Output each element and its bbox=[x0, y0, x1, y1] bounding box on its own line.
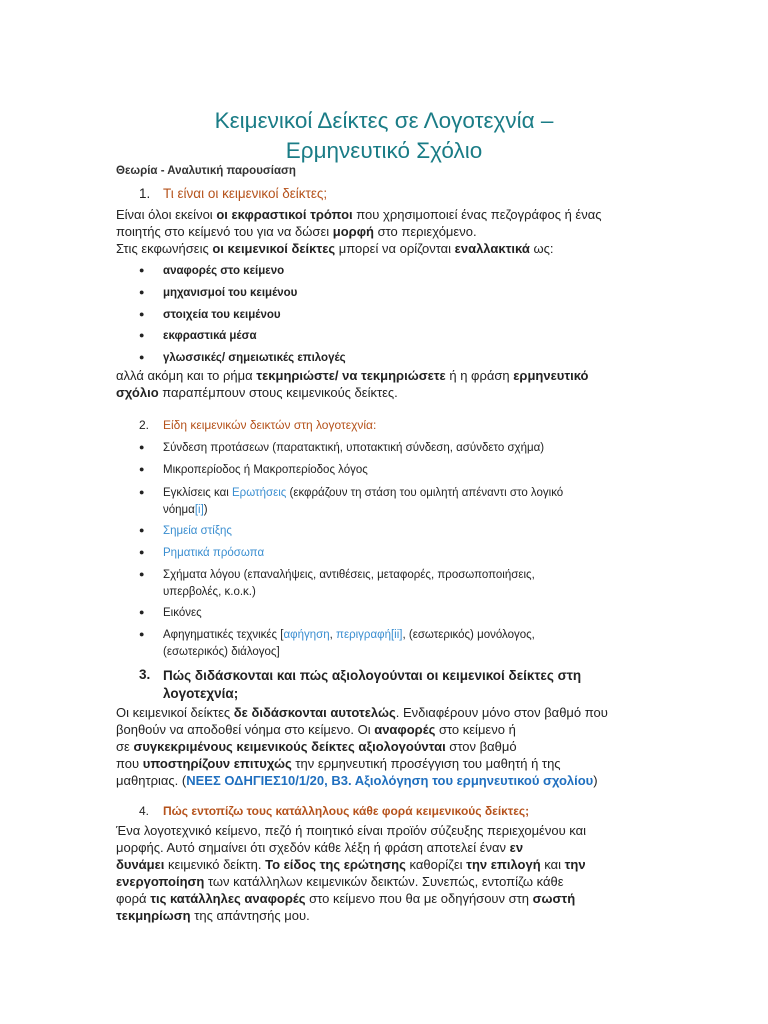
narration-link[interactable]: αφήγηση bbox=[283, 629, 330, 641]
bullet-dot: ● bbox=[139, 607, 145, 617]
bullet-dot: ● bbox=[139, 487, 145, 497]
section3-heading: Πώς διδάσκονται και πώς αξιολογούνται οι κειμενικοί δείκτες στη λογοτεχνία; bbox=[163, 668, 582, 701]
questions-link[interactable]: Ερωτήσεις bbox=[232, 487, 287, 499]
document-title-line1: Κειμενικοί Δείκτες σε Λογοτεχνία – bbox=[214, 108, 554, 133]
bullet-dot: ● bbox=[139, 525, 145, 535]
list-item: εκφραστικά μέσα bbox=[163, 330, 257, 342]
section1-paragraph3: αλλά ακόμη και το ρήμα τεκμηριώστε/ να τεκμηριώσετε ή η φράση ερμηνευτικό σχόλιο παραπέμπουν στους κειμενικούς δείκτες. bbox=[116, 368, 589, 400]
description-link[interactable]: περιγραφή bbox=[336, 629, 391, 641]
section1-number: 1. bbox=[139, 186, 151, 201]
section4-number: 4. bbox=[139, 804, 150, 818]
section1-heading: Τι είναι οι κειμενικοί δείκτες; bbox=[163, 186, 328, 201]
list-item: Σύνδεση προτάσεων (παρατακτική, υποτακτική σύνδεση, ασύνδετο σχήμα) bbox=[163, 442, 545, 454]
bullet-dot: ● bbox=[139, 569, 145, 579]
bullet-dot: ● bbox=[139, 265, 145, 275]
bullet-dot: ● bbox=[139, 629, 145, 639]
section1-paragraph1: Είναι όλοι εκείνοι οι εκφραστικοί τρόποι που χρησιμοποιεί ένας πεζογράφος ή ένας ποιητής στο κείμενό του για να δώσει μορφή στο περιεχόμενο. Στις εκφωνήσεις οι κειμενικοί δείκτες μπορεί να ορίζονται εναλλακτικά ως: bbox=[116, 207, 602, 256]
bullet-dot: ● bbox=[139, 464, 145, 474]
list-item: αναφορές στο κείμενο bbox=[163, 265, 285, 277]
section2-number: 2. bbox=[139, 418, 150, 432]
guidelines-link[interactable]: ΝΕΕΣ ΟΔΗΓΙΕΣ10/1/20, Β3. Αξιολόγηση του ερμηνευτικού σχολίου bbox=[186, 773, 594, 788]
section3-paragraph: Οι κειμενικοί δείκτες δε διδάσκονται αυτοτελώς. Ενδιαφέρουν μόνο στον βαθμό που βοηθούν να αποδοθεί νόημα στο κείμενο. Οι αναφορές στο κείμενο ή σε συγκεκριμένους κειμενικούς δείκτες αξιολογούνται στον βαθμό που υποστηρίζουν επιτυχώς την ερμηνευτική προσέγγιση του μαθητή ή της μαθητριας. (ΝΕΕΣ ΟΔΗΓΙΕΣ10/1/20, Β3. Αξιολόγηση του ερμηνευτικού σχολίου) bbox=[116, 705, 608, 788]
footnote-ref-i[interactable]: [i] bbox=[194, 503, 204, 516]
bullet-dot: ● bbox=[139, 352, 145, 362]
section4-heading: Πώς εντοπίζω τους κατάλληλους κάθε φορά κειμενικούς δείκτες; bbox=[163, 804, 530, 818]
bullet-dot: ● bbox=[139, 547, 145, 557]
verb-persons-link[interactable]: Ρηματικά πρόσωπα bbox=[163, 547, 265, 559]
list-item: Μικροπερίοδος ή Μακροπερίοδος λόγος bbox=[163, 464, 368, 476]
section4-paragraph: Ένα λογοτεχνικό κείμενο, πεζό ή ποιητικό είναι προϊόν σύζευξης περιεχομένου και μορφής. Αυτό σημαίνει ότι σχεδόν κάθε λέξη ή φράση αποτελεί έναν εν δυνάμει κειμενικό δείκτη. Το είδος της ερώτησης καθορίζει την επιλογή και την ενεργοποίηση των κατάλληλων κειμενικών δεικτών. Συνεπώς, εντοπίζω κάθε φορά τις κατάλληλες αναφορές στο κείμενο που θα με οδηγήσουν στη σωστή τεκμηρίωση της απάντησής μου. bbox=[116, 823, 587, 923]
list-item: γλωσσικές/ σημειωτικές επιλογές bbox=[163, 352, 346, 364]
list-item: Αφηγηματικές τεχνικές [αφήγηση, περιγραφή[ii], (εσωτερικός) μονόλογος, (εσωτερικός) διάλογος] bbox=[163, 629, 535, 658]
section3-number: 3. bbox=[139, 667, 151, 682]
section2-heading: Είδη κειμενικών δεικτών στη λογοτεχνία: bbox=[163, 418, 377, 432]
bullet-dot: ● bbox=[139, 309, 145, 319]
list-item: Σχήματα λόγου (επαναλήψεις, αντιθέσεις, μεταφορές, προσωποποιήσεις, υπερβολές, κ.ο.κ.) bbox=[163, 569, 535, 598]
bullet-dot: ● bbox=[139, 442, 145, 452]
punctuation-link[interactable]: Σημεία στίξης bbox=[163, 525, 232, 537]
footnote-ref-ii[interactable]: [ii] bbox=[390, 629, 403, 641]
list-item: Εγκλίσεις και Ερωτήσεις (εκφράζουν τη στάση του ομιλητή απέναντι στο λογικό νόημα[i]) bbox=[163, 487, 564, 516]
bullet-dot: ● bbox=[139, 287, 145, 297]
document-subtitle: Θεωρία - Αναλυτική παρουσίαση bbox=[116, 165, 296, 177]
document-title-line2: Ερμηνευτικό Σχόλιο bbox=[285, 138, 483, 163]
list-item: μηχανισμοί του κειμένου bbox=[163, 287, 298, 299]
list-item: στοιχεία του κειμένου bbox=[163, 309, 281, 321]
list-item: Εικόνες bbox=[163, 607, 202, 619]
bullet-dot: ● bbox=[139, 330, 145, 340]
